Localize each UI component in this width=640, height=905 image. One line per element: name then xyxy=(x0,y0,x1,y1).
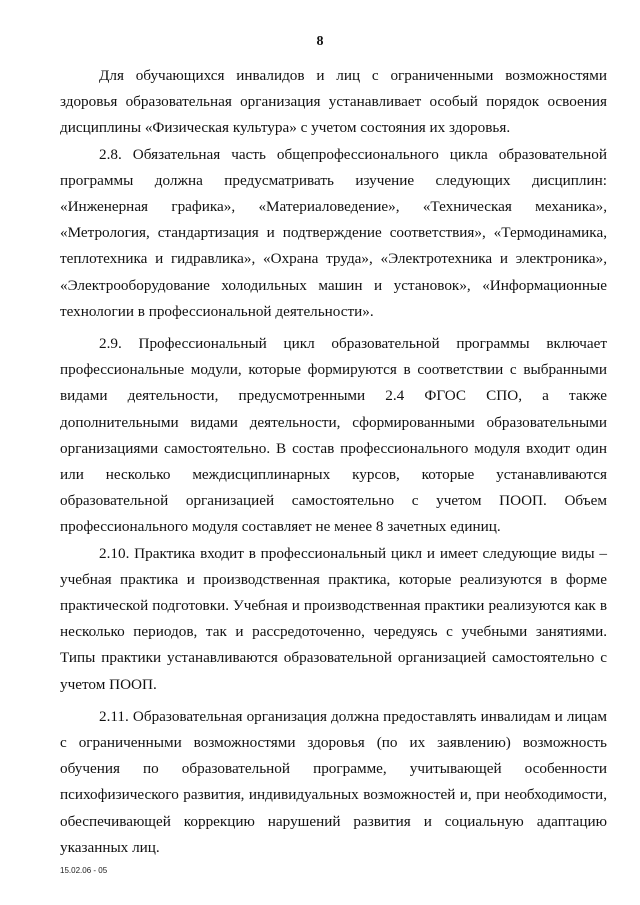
document-body xyxy=(60,63,607,861)
paragraph-2-10: 2.10. Практика входит в профессиональный цикл и имеет следующие виды – учебная практика и производственная практика, которые реализуются в форме практической подготовки. Учебная и производственная практики реализуются как в несколько периодов, так и рассредоточенно, чередуясь с учебными занятиями. Типы практики устанавливаются образовательной организацией самостоятельно с учетом ПООП. xyxy=(60,544,607,693)
footer-code: 15.02.06 - 05 xyxy=(60,866,108,875)
page-number: 8 xyxy=(316,34,324,49)
paragraph-2-11: 2.11. Образовательная организация должна предоставлять инвалидам и лицам с ограниченными возможностями здоровья (по их заявлению) возможность обучения по образовательной программе, учитывающей особенности психофизического развития, индивидуальных возможностей и, при необходимости, обеспечивающей коррекцию нарушений развития и социальную адаптацию указанных лиц. xyxy=(60,707,607,856)
paragraph-intro: Для обучающихся инвалидов и лиц с ограниченными возможностями здоровья образовательная организация устанавливает особый порядок освоения дисциплины «Физическая культура» с учетом состояния их здоровья. xyxy=(60,67,607,137)
paragraph-2-8: 2.8. Обязательная часть общепрофессионального цикла образовательной программы должна предусматривать изучение следующих дисциплин: «Инженерная графика», «Материаловедение», «Техническая механика», «Метрология, стандартизация и подтверждение соответствия», «Термодинамика, теплотехника и гидравлика», «Охрана труда», «Электротехника и электроника», «Электрооборудование холодильных машин и установок», «Информационные технологии в профессиональной деятельности». xyxy=(60,145,607,320)
paragraph-2-9: 2.9. Профессиональный цикл образовательной программы включает профессиональные модули, которые формируются в соответствии с выбранными видами деятельности, предусмотренными 2.4 ФГОС СПО, а также дополнительными видами деятельности, сформированными образовательными организациями самостоятельно. В состав профессионального модуля входит один или несколько междисциплинарных курсов, которые устанавливаются образовательной организацией самостоятельно с учетом ПООП. Объем профессионального модуля составляет не менее 8 зачетных единиц. xyxy=(60,335,607,536)
